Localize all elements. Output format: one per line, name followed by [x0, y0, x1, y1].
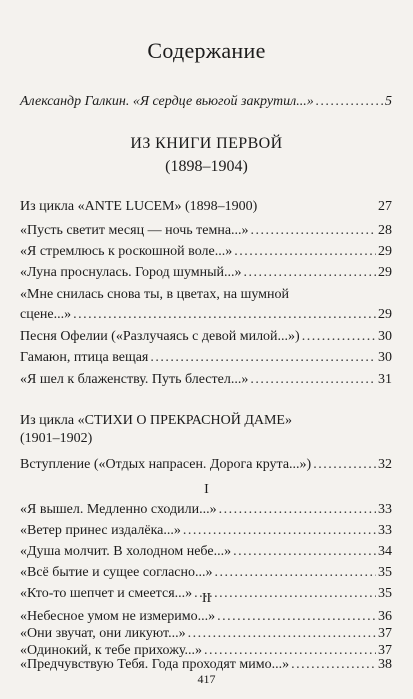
- dot-leader: [188, 627, 376, 641]
- dot-leader: [217, 610, 376, 624]
- toc-entry-text: «Одинокий, к тебе прихожу...»: [20, 643, 202, 658]
- book-years: (1898–1904): [165, 158, 248, 175]
- toc-entry-text: «Мне снилась снова ты, в цветах, на шумной: [20, 287, 290, 302]
- page-number: 417: [197, 672, 216, 686]
- toc-entry-text: «Я стремлюсь к роскошной воле...»: [20, 244, 233, 259]
- toc-entry-page: 35: [378, 565, 392, 580]
- dot-leader: [244, 266, 376, 280]
- toc-entry: [20, 330, 392, 344]
- dot-leader: [250, 373, 376, 387]
- toc-entry-page: 38: [378, 657, 392, 672]
- dot-leader: [234, 245, 376, 259]
- toc-entry-page: 31: [378, 372, 392, 387]
- toc-entry-text: «Кто-то шепчет и смеется...»: [20, 586, 193, 601]
- toc-entry-text: «Я вышел. Медленно сходили...»: [20, 502, 217, 517]
- toc-entry-text: сцене...»: [20, 307, 72, 322]
- toc-entry: [20, 308, 392, 322]
- toc-entry: [20, 224, 392, 238]
- dot-leader: [73, 308, 376, 322]
- toc-entry-text: Вступление («Отдых напрасен. Дорога крута...»): [20, 457, 312, 472]
- toc-entry-page: 37: [378, 643, 392, 658]
- toc-entry: [20, 503, 392, 517]
- toc-entry-page: 37: [378, 626, 392, 641]
- toc-entry: [20, 658, 392, 672]
- toc-entry-page: 36: [378, 609, 392, 624]
- toc-entry-text: «Я шел к блаженству. Путь блестел...»: [20, 372, 249, 387]
- cycle-title: Из цикла «СТИХИ О ПРЕКРАСНОЙ ДАМЕ»: [20, 413, 292, 428]
- cycle-title: Из цикла «ANTE LUCEM» (1898–1900): [20, 199, 258, 214]
- toc-entry: [20, 245, 392, 259]
- toc-entry-page: 29: [378, 265, 392, 280]
- toc-entry-page: 33: [378, 523, 392, 538]
- toc-entry-page: 35: [378, 586, 392, 601]
- toc-entry: [20, 458, 392, 472]
- dot-leader: [215, 566, 377, 580]
- toc-entry: [20, 524, 392, 538]
- dot-leader: [251, 224, 376, 238]
- dot-leader: [219, 503, 376, 517]
- dot-leader: [316, 95, 383, 109]
- toc-entry-text: «Ветер принес издалёка...»: [20, 523, 181, 538]
- toc-entry-text: «Небесное умом не измеримо...»: [20, 609, 216, 624]
- dot-leader: [291, 658, 376, 672]
- toc-entry: [20, 644, 392, 658]
- cycle-heading: [20, 200, 392, 214]
- toc-entry-continued: [20, 288, 392, 302]
- toc-entry-page: 30: [378, 329, 392, 344]
- toc-entry-page: 34: [378, 544, 392, 559]
- toc-entry-page: 29: [378, 244, 392, 259]
- dot-leader: [183, 524, 376, 538]
- section-numeral: I: [204, 482, 209, 497]
- toc-entry-page: 28: [378, 223, 392, 238]
- toc-entry-text: Гамаюн, птица вещая: [20, 350, 149, 365]
- toc-entry: [20, 351, 392, 365]
- toc-entry: [20, 627, 392, 641]
- toc-entry-text: «Пусть светит месяц — ночь темна...»: [20, 223, 249, 238]
- toc-entry: [20, 610, 392, 624]
- toc-entry: [20, 566, 392, 580]
- toc-entry: [20, 373, 392, 387]
- toc-entry-text: «Всё бытие и сущее согласно...»: [20, 565, 213, 580]
- toc-entry-page: 29: [378, 307, 392, 322]
- toc-entry-page: 30: [378, 350, 392, 365]
- section-numeral: II: [201, 591, 212, 606]
- dot-leader: [313, 458, 376, 472]
- toc-entry-text: «Душа молчит. В холодном небе...»: [20, 544, 232, 559]
- book-heading: ИЗ КНИГИ ПЕРВОЙ: [130, 135, 283, 152]
- toc-entry-intro: [20, 95, 392, 109]
- toc-entry-text: Александр Галкин. «Я сердце вьюгой закрутил...»: [20, 94, 314, 109]
- dot-leader: [233, 545, 376, 559]
- toc-entry-text: «Они звучат, они ликуют...»: [20, 626, 186, 641]
- toc-entry: [20, 545, 392, 559]
- toc-entry-text: «Луна проснулась. Город шумный...»: [20, 265, 242, 280]
- toc-entry: [20, 266, 392, 280]
- toc-entry-page: 32: [378, 457, 392, 472]
- cycle-years: (1901–1902): [20, 431, 93, 446]
- cycle-heading: [20, 412, 392, 448]
- toc-entry-page: 5: [385, 94, 392, 109]
- page-title: Содержание: [147, 38, 266, 63]
- toc-entry-text: «Предчувствую Тебя. Года проходят мимо...»: [20, 657, 290, 672]
- toc-entry-page: 33: [378, 502, 392, 517]
- dot-leader: [150, 351, 376, 365]
- cycle-page: 27: [378, 199, 392, 214]
- toc-entry-text: Песня Офелии («Разлучаясь с девой милой...»): [20, 329, 300, 344]
- dot-leader: [302, 330, 376, 344]
- dot-leader: [204, 644, 376, 658]
